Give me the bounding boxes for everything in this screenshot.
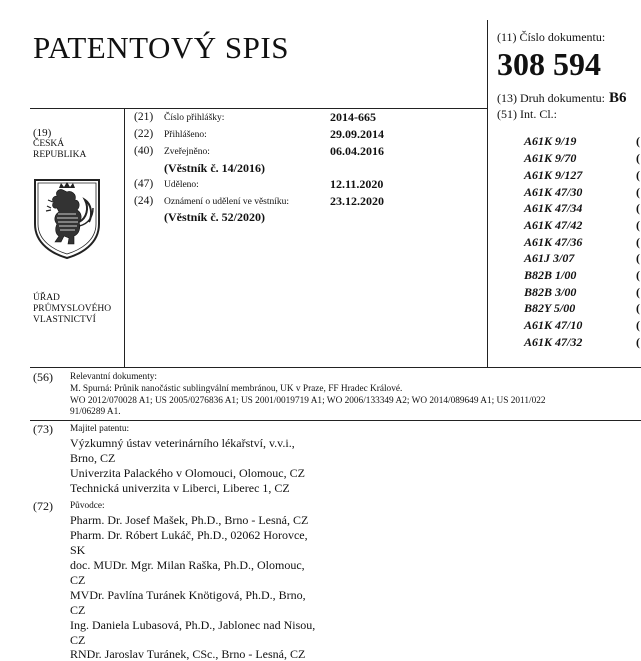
- owner-line: Technická univerzita v Liberci, Liberec 1, CZ: [70, 481, 290, 495]
- divider-vertical-left: [124, 108, 125, 367]
- class-code: A61K 9/127: [524, 168, 583, 182]
- doc-type-value: B6: [608, 90, 627, 106]
- class-version: (: [636, 301, 640, 315]
- inventor-line: doc. MUDr. Mgr. Milan Raška, Ph.D., Olomouc,: [70, 558, 305, 572]
- class-code: A61K 47/10: [524, 318, 583, 332]
- references-line-3: 91/06289 A1.: [70, 407, 121, 417]
- biblio-value: 29.09.2014: [330, 127, 384, 141]
- office-name-2: PRŮMYSLOVÉHO: [33, 304, 112, 314]
- doc-type-label: (13) Druh dokumentu:: [497, 91, 605, 105]
- biblio-code: (24): [134, 195, 154, 207]
- class-version: (: [636, 235, 640, 249]
- owner-code: (73): [33, 422, 53, 436]
- doc-type-row: [497, 89, 627, 107]
- class-version: (: [636, 285, 640, 299]
- class-version: (: [636, 134, 640, 148]
- doc-number: 308 594: [497, 46, 601, 82]
- class-version: (: [636, 201, 640, 215]
- page-title: PATENTOVÝ SPIS: [33, 30, 289, 65]
- biblio-label: Uděleno:: [164, 180, 199, 190]
- biblio-code: (47): [134, 178, 154, 190]
- inventor-line: CZ: [70, 573, 86, 587]
- owner-label: Majitel patentu:: [70, 424, 130, 434]
- biblio-code: (40): [134, 145, 154, 157]
- office-name-3: VLASTNICTVÍ: [33, 315, 96, 325]
- office-name-1: ÚŘAD: [33, 293, 60, 303]
- class-version: (: [636, 318, 640, 332]
- biblio-label: Zveřejněno:: [164, 147, 210, 157]
- divider-horizontal-refs: [30, 420, 641, 421]
- class-code: B82Y 5/00: [524, 301, 576, 315]
- int-cl-label: (51) Int. Cl.:: [497, 107, 557, 121]
- biblio-gazette: (Věstník č. 52/2020): [164, 210, 265, 224]
- inventor-line: Pharm. Dr. Róbert Lukáč, Ph.D., 02062 Horovce,: [70, 528, 308, 542]
- class-code: A61K 47/32: [524, 335, 583, 349]
- country-name-2: REPUBLIKA: [33, 150, 87, 160]
- divider-horizontal-mid: [30, 367, 641, 368]
- owner-line: Výzkumný ústav veterinárního lékařství, v.v.i.,: [70, 436, 295, 450]
- class-code: A61K 47/36: [524, 235, 583, 249]
- class-code: B82B 3/00: [524, 285, 577, 299]
- inventor-line: CZ: [70, 633, 86, 647]
- class-version: (: [636, 335, 640, 349]
- biblio-value: 06.04.2016: [330, 144, 384, 158]
- biblio-code: (22): [134, 128, 154, 140]
- class-code: B82B 1/00: [524, 268, 577, 282]
- country-block: [33, 127, 86, 161]
- divider-vertical-right: [487, 20, 488, 367]
- owner-line: Univerzita Palackého v Olomouci, Olomouc, CZ: [70, 466, 305, 480]
- class-code: A61J 3/07: [524, 251, 575, 265]
- doc-number-label: (11) Číslo dokumentu:: [497, 30, 606, 44]
- divider-horizontal-header: [30, 108, 488, 109]
- office-block: [33, 293, 111, 326]
- biblio-label: Přihlášeno:: [164, 130, 207, 140]
- class-version: (: [636, 185, 640, 199]
- country-name-1: ČESKÁ: [33, 139, 65, 149]
- class-code: A61K 47/42: [524, 218, 583, 232]
- references-line-2: WO 2012/070028 A1; US 2005/0276836 A1; US 2001/0019719 A1; WO 2006/133349 A2; WO 2014/089649 A1; US 2011/022: [70, 396, 546, 406]
- class-version: (: [636, 151, 640, 165]
- references-label: Relevantní dokumenty:: [70, 372, 158, 382]
- class-code: A61K 9/19: [524, 134, 577, 148]
- biblio-value: 2014-665: [330, 110, 376, 124]
- inventors-code: (72): [33, 499, 53, 513]
- class-version: (: [636, 268, 640, 282]
- owner-line: Brno, CZ: [70, 451, 116, 465]
- biblio-gazette: (Věstník č. 14/2016): [164, 161, 265, 175]
- class-code: A61K 47/34: [524, 201, 583, 215]
- references-line-1: M. Spurná: Průnik nanočástic sublingvální membránou, UK v Praze, FF Hradec Králové.: [70, 384, 403, 394]
- country-code: (19): [33, 127, 52, 139]
- inventor-line: SK: [70, 543, 86, 557]
- biblio-code: (21): [134, 111, 154, 123]
- class-code: A61K 9/70: [524, 151, 577, 165]
- coat-of-arms-icon: [33, 178, 101, 260]
- class-version: (: [636, 251, 640, 265]
- inventor-line: CZ: [70, 603, 86, 617]
- class-code: A61K 47/30: [524, 185, 583, 199]
- references-code: (56): [33, 370, 53, 384]
- biblio-value: 23.12.2020: [330, 194, 384, 208]
- biblio-label: Oznámení o udělení ve věstníku:: [164, 197, 290, 207]
- class-version: (: [636, 168, 640, 182]
- biblio-value: 12.11.2020: [330, 177, 384, 191]
- inventor-line: RNDr. Jaroslav Turánek, CSc., Brno - Lesná, CZ: [70, 647, 306, 661]
- inventors-label: Původce:: [70, 501, 105, 511]
- inventor-line: MVDr. Pavlína Turánek Knötigová, Ph.D., Brno,: [70, 588, 306, 602]
- inventor-line: Ing. Daniela Lubasová, Ph.D., Jablonec nad Nisou,: [70, 618, 316, 632]
- biblio-label: Číslo přihlášky:: [164, 113, 225, 123]
- inventor-line: Pharm. Dr. Josef Mašek, Ph.D., Brno - Lesná, CZ: [70, 513, 309, 527]
- class-version: (: [636, 218, 640, 232]
